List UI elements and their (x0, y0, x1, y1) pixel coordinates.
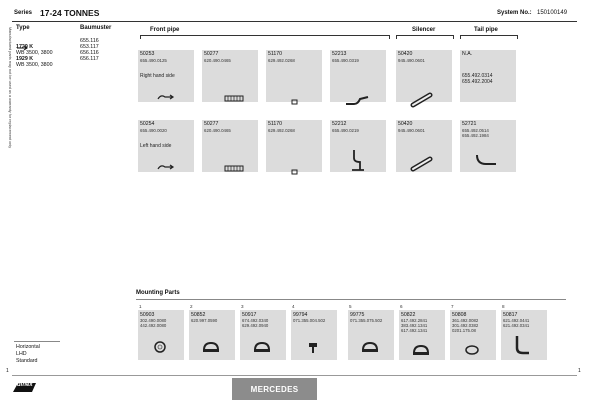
part-number: 50852 (191, 312, 206, 318)
bent-pipe-icon (344, 94, 370, 108)
code-2: 653.117 (80, 44, 99, 50)
part-ref: 617.492.2841 383.492.1341 617.492.1341 (401, 318, 428, 333)
front-pipe-bracket (140, 35, 390, 39)
part-ref: 945.490.0601 (398, 128, 425, 133)
part-number: 50277 (204, 121, 219, 127)
part-ref: 945.490.0601 (398, 58, 425, 63)
part-number: 50808 (452, 312, 467, 318)
part-number: 50420 (398, 121, 413, 127)
part-number: 50253 (140, 51, 155, 57)
series-label: Series (14, 10, 33, 16)
part-ref: 655.490.0125 (140, 58, 167, 63)
type-1929k-sub: WB 3500, 3800 (16, 62, 53, 68)
type-heading: Type (16, 25, 30, 31)
part-number: N.A. (462, 51, 473, 57)
mount-index: 7 (451, 304, 454, 309)
part-ref: 302.490.0080 442.492.0080 (140, 318, 167, 328)
part-ref: 674.492.0340 629.492.0940 (242, 318, 269, 328)
s-pipe-icon (348, 148, 368, 172)
mounting-parts-heading: Mounting Parts (136, 290, 180, 296)
clamp-icon (411, 343, 431, 357)
series-value: 17-24 TONNES (40, 8, 100, 18)
part-card[interactable] (460, 120, 516, 172)
page-number-right: 1 (578, 368, 581, 374)
bracket-icon (513, 334, 533, 356)
mount-index: 1 (139, 304, 142, 309)
mount-card[interactable] (240, 310, 286, 360)
part-ref: 071.355.004.502 (293, 318, 326, 323)
legend-standard: Standard (16, 358, 38, 364)
part-card[interactable] (396, 50, 452, 102)
mount-card[interactable] (138, 310, 184, 360)
mount-index: 4 (292, 304, 295, 309)
mount-index: 3 (241, 304, 244, 309)
part-number: 50254 (140, 121, 155, 127)
legend-horizontal: Horizontal (16, 344, 40, 350)
part-ref: 620.490.0465 (204, 128, 231, 133)
part-card[interactable] (266, 50, 322, 102)
bolt-icon (303, 340, 323, 354)
brand-name: MERCEDES (250, 384, 299, 394)
part-ref: 361.492.0082 301.492.0382 0201.175.08 (452, 318, 479, 333)
part-number: 51170 (268, 121, 283, 127)
part-ref: 629.492.0268 (268, 58, 295, 63)
tail-pipe-heading: Tail pipe (474, 27, 498, 33)
small-part-icon (290, 168, 300, 176)
type-1729k-sub: WB 3500, 3800 (16, 50, 53, 56)
part-card[interactable] (202, 120, 258, 172)
silencer-icon (410, 92, 436, 108)
legend-rule (14, 341, 60, 342)
part-card[interactable] (202, 50, 258, 102)
part-ref: 655.490.0020 (140, 128, 167, 133)
part-number: 50277 (204, 51, 219, 57)
part-ref: 655.490.0319 (332, 58, 359, 63)
part-number: 50822 (401, 312, 416, 318)
part-number: 50420 (398, 51, 413, 57)
part-card[interactable] (138, 120, 194, 172)
part-number: 99794 (293, 312, 308, 318)
clamp-pipe-icon (156, 162, 176, 172)
baumuster-heading: Baumuster (80, 25, 112, 31)
part-number: 99775 (350, 312, 365, 318)
type-1729k: 1729 K (16, 44, 34, 50)
footer-rule (12, 375, 577, 376)
part-card[interactable] (330, 120, 386, 172)
silencer-bracket (396, 35, 454, 39)
clamp-icon (201, 340, 221, 354)
gasket-icon (462, 343, 482, 357)
code-3: 656.116 (80, 50, 99, 56)
mount-index: 5 (349, 304, 352, 309)
dinex-logo-text: dinex (17, 382, 33, 388)
mount-index: 2 (190, 304, 193, 309)
mount-card[interactable] (450, 310, 496, 360)
part-number: 50917 (242, 312, 257, 318)
tail-pipe-bracket (460, 35, 518, 39)
dinex-logo (12, 380, 38, 392)
tail-pipe-icon (474, 152, 500, 168)
clamp-icon (252, 340, 272, 354)
brand-banner (232, 378, 317, 400)
part-number: 52212 (332, 121, 347, 127)
code-4: 656.117 (80, 56, 99, 62)
part-card[interactable] (460, 50, 516, 102)
legend-lhd: LHD (16, 351, 27, 357)
gasket-icon (150, 340, 170, 354)
small-part-icon (290, 98, 300, 106)
part-ref: 620.490.0465 (204, 58, 231, 63)
part-ref: 071.355.075.502 (350, 318, 383, 323)
silencer-icon (410, 156, 436, 172)
mount-card[interactable] (348, 310, 394, 360)
mount-card[interactable] (189, 310, 235, 360)
code-1: 655.116 (80, 38, 99, 44)
part-card[interactable] (138, 50, 194, 102)
side-text: Manufactured parts may not be used as a warranty for replacement only (8, 27, 12, 149)
part-card[interactable] (266, 120, 322, 172)
page-number-left: 1 (6, 368, 9, 374)
part-ref: 621.492.0441 621.492.0341 (503, 318, 530, 328)
flex-pipe-icon (224, 94, 246, 104)
clamp-icon (360, 340, 380, 354)
part-number: 52721 (462, 121, 477, 127)
mount-index: 8 (502, 304, 505, 309)
part-ref: 629.492.0268 (268, 128, 295, 133)
mount-card[interactable] (291, 310, 337, 360)
system-label: System No.: (497, 10, 532, 16)
part-number: 50903 (140, 312, 155, 318)
part-number: 51170 (268, 51, 283, 57)
mount-index: 6 (400, 304, 403, 309)
clamp-pipe-icon (156, 92, 176, 102)
header-rule (12, 21, 577, 22)
mount-card[interactable] (501, 310, 547, 360)
part-number: 52213 (332, 51, 347, 57)
mounting-rule (136, 299, 566, 300)
system-value: 150100149 (537, 10, 568, 16)
part-alternatives: 655.492.0314 655.492.2004 (462, 73, 493, 85)
side-label: Left hand side (140, 143, 172, 149)
part-ref: 620.997.0590 (191, 318, 218, 323)
part-ref: 655.492.0514 655.492.1984 (462, 128, 489, 138)
flex-pipe-icon (224, 164, 246, 174)
part-card[interactable] (330, 50, 386, 102)
part-card[interactable] (396, 120, 452, 172)
type-1929k: 1929 K (16, 56, 34, 62)
part-number: 50817 (503, 312, 518, 318)
mount-card[interactable] (399, 310, 445, 360)
side-label: Right hand side (140, 73, 175, 79)
part-ref: 655.490.0219 (332, 128, 359, 133)
silencer-heading: Silencer (412, 27, 436, 33)
front-pipe-heading: Front pipe (150, 27, 180, 33)
